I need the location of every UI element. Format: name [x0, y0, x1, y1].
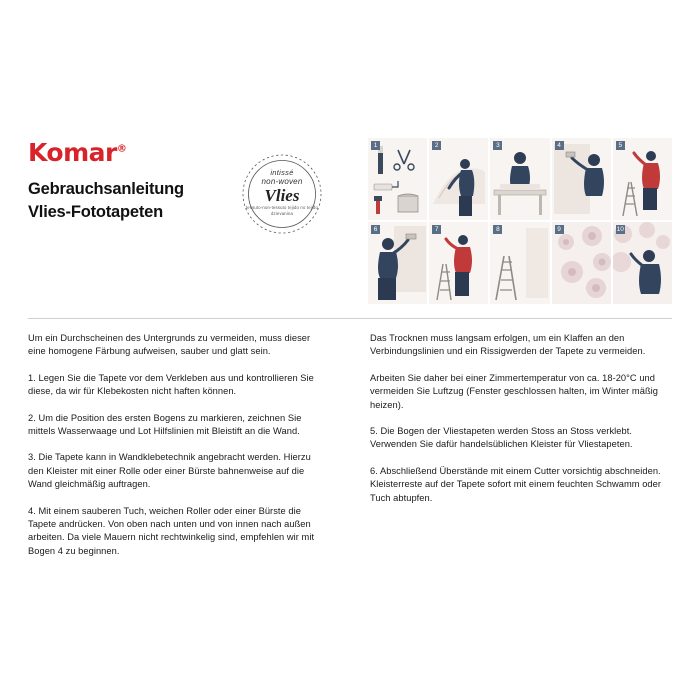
hanging-panel-on-ladder-icon	[613, 138, 672, 220]
paragraph-step-1: 1. Legen Sie die Tapete vor dem Verkleben aus und kontrollieren Sie diese, da wir für Klebekosten nicht haften können.	[28, 372, 314, 397]
step-number-badge: 9	[555, 225, 564, 234]
registered-trademark-icon: ®	[116, 143, 127, 155]
step-number-badge: 4	[555, 141, 564, 150]
paragraph-step-4: 4. Mit einem sauberen Tuch, weichen Roller oder einer Bürste die Tapete andrücken. Von oben nach unten und von innen nach außen arbeiten. Da viele Mauern nicht rechtwinkelig sind, empfehlen wir mit Bogen 4 zu beginnen.	[28, 505, 315, 556]
step-number-badge: 6	[371, 225, 380, 234]
brand-name: Komar	[28, 138, 117, 167]
illustration-step-7	[429, 222, 488, 304]
trimming-excess-with-cutter-icon	[613, 222, 672, 304]
illustration-step-1	[368, 138, 427, 220]
vlies-seal-text	[238, 150, 326, 238]
seal-line-intisse: intissé	[270, 168, 294, 177]
paragraph-step-5: 5. Die Bogen der Vliestapeten werden Stoss an Stoss verklebt. Verwenden Sie dafür handelsüblichen Kleister für Vliestapeten.	[370, 426, 633, 450]
paragraph-temperature: Arbeiten Sie daher bei einer Zimmertemperatur von ca. 18-20°C und vermeiden Sie Luftzug (Fenster geschlossen halten, im Winter mäßig heizen).	[370, 372, 659, 410]
komar-logo	[28, 138, 126, 167]
paragraph-step-6: 6. Abschließend Überstände mit einem Cutter vorsichtig abschneiden. Kleisterreste auf der Tapete sofort mit einem feuchten Schwamm oder Tuch abtupfen.	[370, 465, 662, 503]
unrolling-wallpaper-panel-icon	[429, 138, 488, 220]
illustration-step-10	[613, 222, 672, 304]
illustration-step-9	[552, 222, 611, 304]
measuring-panel-on-table-icon	[490, 138, 549, 220]
step-number-badge: 10	[616, 226, 624, 233]
seal-line-nonwoven: non-woven	[261, 177, 303, 186]
step-number-badge: 7	[432, 225, 441, 234]
illustration-step-8	[490, 222, 549, 304]
step-number-badge: 1	[371, 141, 380, 150]
tools-knife-scissors-roller-brush-icon	[368, 138, 427, 220]
step-number-badge: 3	[493, 141, 502, 150]
title-line-2: Vlies-Fototapeten	[28, 203, 164, 221]
pasting-wall-with-roller-icon	[368, 222, 427, 304]
step-number-badge: 2	[432, 141, 441, 150]
title-line-1: Gebrauchsanleitung	[28, 180, 184, 198]
paragraph-intro: Um ein Durchscheinen des Untergrunds zu vermeiden, muss dieser eine homogene Färbung aufweisen, sauber und glatt sein.	[28, 333, 311, 357]
vlies-seal-badge	[238, 150, 326, 238]
illustration-step-4	[552, 138, 611, 220]
seal-line-translations: tessuto-non-tessuto tejido no tejido dzievanina	[245, 205, 319, 216]
instructions-column-right	[370, 332, 670, 505]
step-number-badge: 5	[616, 141, 625, 150]
step-number-badge: 8	[493, 225, 502, 234]
applying-paste-to-wall-icon	[552, 138, 611, 220]
smoothing-panel-with-brush-icon	[429, 222, 488, 304]
paragraph-drying: Das Trocknen muss langsam erfolgen, um ein Klaffen an den Verbindungslinien und ein Rissigwerden der Tapete zu vermeiden.	[370, 333, 646, 357]
matching-pattern-seam-icon	[552, 222, 611, 304]
aligning-panel-edge-icon	[490, 222, 549, 304]
instructions-column-left	[28, 332, 328, 558]
illustration-step-2	[429, 138, 488, 220]
illustration-step-5	[613, 138, 672, 220]
seal-line-vlies: Vlies	[264, 186, 300, 205]
paragraph-step-2: 2. Um die Position des ersten Bogens zu markieren, zeichnen Sie mittels Wasserwaage und Lot Hilfslinien mit Bleistift an die Wand.	[28, 412, 302, 437]
section-divider	[28, 318, 672, 319]
paragraph-step-3: 3. Die Tapete kann in Wandklebetechnik angebracht werden. Hierzu den Kleister mit einer Rolle oder einer Bürste bahnenweise auf die Wand gleichmäßig auftragen.	[28, 452, 311, 490]
illustration-step-6	[368, 222, 427, 304]
illustration-grid	[368, 138, 672, 304]
illustration-step-3	[490, 138, 549, 220]
